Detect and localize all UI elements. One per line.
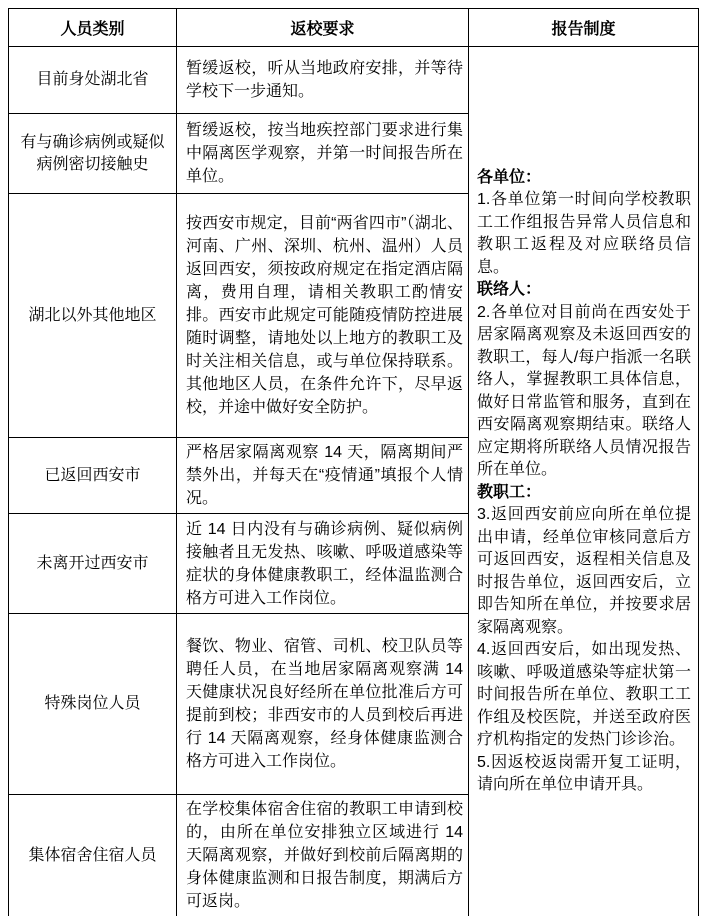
report-section-title: 教职工： — [477, 483, 542, 501]
requirement-cell: 在学校集体宿舍住宿的教职工申请到校的，由所在单位安排独立区域进行 14 天隔离观察，并做好到校前后隔离期的身体健康监测和日报告制度，期满后方可返岗。 — [177, 795, 469, 916]
report-item: 1.各单位第一时间向学校教职工工作组报告异常人员信息和教职工返程及对应联络员信息。 — [477, 191, 691, 276]
report-item: 3.返回西安前应向所在单位提出申请，经单位审核同意后方可返回西安，返程相关信息及时报告单位，返回西安后，立即告知所在单位，并按要求居家隔离观察。 — [477, 506, 691, 636]
requirement-cell: 按西安市规定，目前“两省四市”（湖北、河南、广州、深圳、杭州、温州）人员返回西安，须按政府规定在指定酒店隔离，费用自理，请相关教职工酌情安排。西安市此规定可能随疫情防控进展随时调整，请地处以上地方的教职工及时关注相关信息，或与单位保持联系。其他地区人员，在条件允许下，尽早返校，并途中做好安全防护。 — [177, 194, 469, 438]
category-cell: 未离开过西安市 — [9, 514, 177, 614]
category-cell: 已返回西安市 — [9, 438, 177, 514]
requirement-cell: 近 14 日内没有与确诊病例、疑似病例接触者且无发热、咳嗽、呼吸道感染等症状的身体健康教职工，经体温监测合格方可进入工作岗位。 — [177, 514, 469, 614]
return-policy-table — [8, 8, 699, 916]
requirement-cell: 餐饮、物业、宿管、司机、校卫队员等聘任人员，在当地居家隔离观察满 14 天健康状况良好经所在单位批准后方可提前到校；非西安市的人员到校后再进行 14 天隔离观察，经身体健康监测合格方可进入工作岗位。 — [177, 614, 469, 795]
category-cell: 特殊岗位人员 — [9, 614, 177, 795]
requirement-cell: 暂缓返校，按当地疾控部门要求进行集中隔离医学观察，并第一时间报告所在单位。 — [177, 114, 469, 194]
header-personnel-category: 人员类别 — [9, 9, 177, 47]
requirement-cell: 严格居家隔离观察 14 天，隔离期间严禁外出，并每天在“疫情通”填报个人情况。 — [177, 438, 469, 514]
table-header-row — [9, 9, 699, 47]
report-item: 2.各单位对目前尚在西安处于居家隔离观察及未返回西安的教职工，每人/每户指派一名联络人，掌握教职工具体信息，做好日常监管和服务，直到在西安隔离观察期结束。联络人应定期将所联络人员情况报告所在单位。 — [477, 303, 691, 478]
report-section-title: 联络人： — [477, 281, 542, 298]
category-cell: 湖北以外其他地区 — [9, 194, 177, 438]
header-return-requirements: 返校要求 — [177, 9, 469, 47]
table-row — [9, 47, 699, 114]
category-cell: 目前身处湖北省 — [9, 47, 177, 114]
requirement-cell: 暂缓返校，听从当地政府安排，并等待学校下一步通知。 — [177, 47, 469, 114]
category-cell: 有与确诊病例或疑似病例密切接触史 — [9, 114, 177, 194]
report-item: 4.返回西安后，如出现发热、咳嗽、呼吸道感染等症状第一时间报告所在单位、教职工工作组及校医院，并送至政府医疗机构指定的发热门诊诊治。 — [477, 641, 691, 748]
report-section-title: 各单位： — [477, 168, 542, 186]
report-system-cell — [469, 47, 699, 916]
report-item: 5.因返校返岗需开复工证明，请向所在单位申请开具。 — [477, 753, 691, 793]
category-cell: 集体宿舍住宿人员 — [9, 795, 177, 916]
header-report-system: 报告制度 — [469, 9, 699, 47]
